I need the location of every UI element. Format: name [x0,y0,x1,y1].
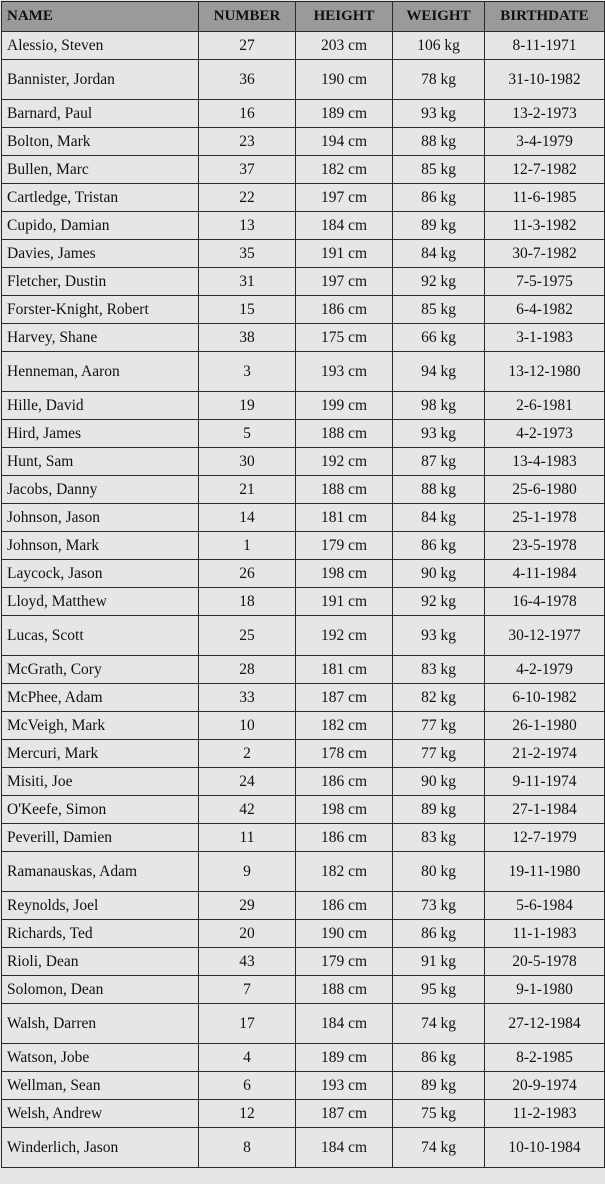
cell-weight: 74 kg [393,1128,485,1168]
cell-number: 22 [199,184,296,212]
cell-birthdate: 12-7-1979 [485,824,605,852]
cell-birthdate: 8-2-1985 [485,1044,605,1072]
cell-birthdate: 23-5-1978 [485,532,605,560]
cell-weight: 92 kg [393,268,485,296]
table-row [2,476,605,504]
cell-birthdate: 13-2-1973 [485,100,605,128]
header-row [2,2,605,32]
table-row [2,1044,605,1072]
cell-birthdate: 19-11-1980 [485,852,605,892]
cell-name: Misiti, Joe [2,768,199,796]
cell-birthdate: 30-12-1977 [485,616,605,656]
cell-name: Johnson, Mark [2,532,199,560]
table-row [2,824,605,852]
cell-height: 189 cm [296,100,393,128]
cell-weight: 74 kg [393,1004,485,1044]
cell-birthdate: 11-1-1983 [485,920,605,948]
cell-number: 12 [199,1100,296,1128]
cell-name: Jacobs, Danny [2,476,199,504]
cell-birthdate: 10-10-1984 [485,1128,605,1168]
cell-name: Cupido, Damian [2,212,199,240]
cell-number: 30 [199,448,296,476]
cell-height: 187 cm [296,684,393,712]
cell-height: 203 cm [296,32,393,60]
cell-height: 188 cm [296,420,393,448]
table-row [2,684,605,712]
cell-height: 192 cm [296,448,393,476]
table-row [2,392,605,420]
cell-weight: 89 kg [393,796,485,824]
cell-weight: 92 kg [393,588,485,616]
cell-weight: 83 kg [393,656,485,684]
cell-birthdate: 3-1-1983 [485,324,605,352]
cell-birthdate: 9-11-1974 [485,768,605,796]
cell-height: 186 cm [296,892,393,920]
cell-birthdate: 7-5-1975 [485,268,605,296]
cell-weight: 95 kg [393,976,485,1004]
cell-number: 24 [199,768,296,796]
cell-number: 38 [199,324,296,352]
cell-name: Laycock, Jason [2,560,199,588]
table-row [2,156,605,184]
cell-birthdate: 13-12-1980 [485,352,605,392]
table-row [2,32,605,60]
cell-name: Reynolds, Joel [2,892,199,920]
cell-birthdate: 11-3-1982 [485,212,605,240]
cell-name: McVeigh, Mark [2,712,199,740]
cell-number: 37 [199,156,296,184]
cell-height: 190 cm [296,60,393,100]
cell-height: 181 cm [296,656,393,684]
cell-number: 1 [199,532,296,560]
cell-height: 192 cm [296,616,393,656]
cell-weight: 80 kg [393,852,485,892]
table-row [2,768,605,796]
cell-weight: 89 kg [393,212,485,240]
cell-birthdate: 11-2-1983 [485,1100,605,1128]
cell-height: 188 cm [296,476,393,504]
cell-weight: 84 kg [393,504,485,532]
cell-number: 35 [199,240,296,268]
table-body [2,32,605,1168]
cell-number: 14 [199,504,296,532]
cell-birthdate: 20-5-1978 [485,948,605,976]
cell-birthdate: 8-11-1971 [485,32,605,60]
cell-number: 18 [199,588,296,616]
cell-name: Mercuri, Mark [2,740,199,768]
header-birthdate: BIRTHDATE [485,2,605,32]
table-row [2,852,605,892]
header-number: NUMBER [199,2,296,32]
cell-weight: 85 kg [393,156,485,184]
cell-name: O'Keefe, Simon [2,796,199,824]
cell-birthdate: 11-6-1985 [485,184,605,212]
cell-number: 13 [199,212,296,240]
cell-weight: 86 kg [393,184,485,212]
cell-weight: 75 kg [393,1100,485,1128]
cell-birthdate: 31-10-1982 [485,60,605,100]
cell-height: 193 cm [296,1072,393,1100]
cell-weight: 88 kg [393,476,485,504]
cell-birthdate: 26-1-1980 [485,712,605,740]
cell-birthdate: 2-6-1981 [485,392,605,420]
cell-name: Forster-Knight, Robert [2,296,199,324]
table-row [2,240,605,268]
cell-number: 31 [199,268,296,296]
cell-name: Watson, Jobe [2,1044,199,1072]
cell-birthdate: 25-6-1980 [485,476,605,504]
cell-name: Lloyd, Matthew [2,588,199,616]
cell-number: 7 [199,976,296,1004]
cell-height: 190 cm [296,920,393,948]
table-row [2,268,605,296]
cell-weight: 77 kg [393,740,485,768]
cell-number: 3 [199,352,296,392]
table-row [2,948,605,976]
cell-weight: 98 kg [393,392,485,420]
table-row [2,324,605,352]
table-row [2,532,605,560]
cell-height: 189 cm [296,1044,393,1072]
cell-birthdate: 21-2-1974 [485,740,605,768]
table-row [2,616,605,656]
cell-weight: 88 kg [393,128,485,156]
cell-weight: 89 kg [393,1072,485,1100]
cell-name: Davies, James [2,240,199,268]
table-row [2,920,605,948]
cell-height: 197 cm [296,268,393,296]
cell-name: Peverill, Damien [2,824,199,852]
table-row [2,100,605,128]
table-row [2,1072,605,1100]
cell-height: 186 cm [296,296,393,324]
cell-birthdate: 30-7-1982 [485,240,605,268]
cell-number: 20 [199,920,296,948]
cell-weight: 90 kg [393,560,485,588]
cell-name: Barnard, Paul [2,100,199,128]
cell-number: 21 [199,476,296,504]
cell-height: 197 cm [296,184,393,212]
cell-name: McGrath, Cory [2,656,199,684]
header-name: NAME [2,2,199,32]
cell-number: 19 [199,392,296,420]
cell-birthdate: 12-7-1982 [485,156,605,184]
cell-weight: 94 kg [393,352,485,392]
cell-height: 178 cm [296,740,393,768]
cell-number: 26 [199,560,296,588]
cell-name: Henneman, Aaron [2,352,199,392]
cell-name: Walsh, Darren [2,1004,199,1044]
cell-number: 23 [199,128,296,156]
cell-number: 29 [199,892,296,920]
table-row [2,1004,605,1044]
table-row [2,712,605,740]
cell-height: 184 cm [296,1004,393,1044]
cell-number: 6 [199,1072,296,1100]
cell-name: Harvey, Shane [2,324,199,352]
cell-name: Hunt, Sam [2,448,199,476]
cell-height: 193 cm [296,352,393,392]
cell-weight: 83 kg [393,824,485,852]
cell-height: 199 cm [296,392,393,420]
cell-height: 186 cm [296,768,393,796]
cell-name: Bullen, Marc [2,156,199,184]
cell-number: 42 [199,796,296,824]
cell-number: 28 [199,656,296,684]
cell-birthdate: 4-2-1973 [485,420,605,448]
cell-height: 184 cm [296,212,393,240]
cell-weight: 93 kg [393,616,485,656]
cell-name: Ramanauskas, Adam [2,852,199,892]
cell-name: Lucas, Scott [2,616,199,656]
table-row [2,504,605,532]
cell-birthdate: 6-10-1982 [485,684,605,712]
cell-birthdate: 5-6-1984 [485,892,605,920]
table-row [2,128,605,156]
cell-weight: 78 kg [393,60,485,100]
table-row [2,60,605,100]
cell-number: 10 [199,712,296,740]
cell-birthdate: 3-4-1979 [485,128,605,156]
cell-height: 175 cm [296,324,393,352]
cell-weight: 93 kg [393,100,485,128]
cell-name: McPhee, Adam [2,684,199,712]
cell-weight: 87 kg [393,448,485,476]
cell-weight: 84 kg [393,240,485,268]
cell-height: 181 cm [296,504,393,532]
cell-weight: 86 kg [393,1044,485,1072]
cell-birthdate: 4-11-1984 [485,560,605,588]
cell-birthdate: 4-2-1979 [485,656,605,684]
cell-height: 191 cm [296,240,393,268]
table-row [2,976,605,1004]
header-weight: WEIGHT [393,2,485,32]
cell-birthdate: 16-4-1978 [485,588,605,616]
cell-number: 15 [199,296,296,324]
cell-number: 5 [199,420,296,448]
table-row [2,184,605,212]
cell-number: 8 [199,1128,296,1168]
cell-name: Hille, David [2,392,199,420]
cell-number: 4 [199,1044,296,1072]
cell-name: Rioli, Dean [2,948,199,976]
cell-name: Cartledge, Tristan [2,184,199,212]
cell-name: Bannister, Jordan [2,60,199,100]
cell-height: 182 cm [296,712,393,740]
table-header [2,2,605,32]
cell-weight: 91 kg [393,948,485,976]
cell-weight: 106 kg [393,32,485,60]
cell-number: 17 [199,1004,296,1044]
cell-height: 188 cm [296,976,393,1004]
cell-name: Winderlich, Jason [2,1128,199,1168]
cell-weight: 86 kg [393,532,485,560]
header-height: HEIGHT [296,2,393,32]
cell-name: Richards, Ted [2,920,199,948]
cell-weight: 90 kg [393,768,485,796]
cell-name: Fletcher, Dustin [2,268,199,296]
cell-height: 182 cm [296,852,393,892]
player-table [1,1,605,1168]
cell-height: 186 cm [296,824,393,852]
cell-name: Welsh, Andrew [2,1100,199,1128]
table-row [2,352,605,392]
cell-number: 36 [199,60,296,100]
cell-birthdate: 20-9-1974 [485,1072,605,1100]
cell-number: 16 [199,100,296,128]
table-row [2,560,605,588]
table-row [2,1100,605,1128]
cell-weight: 85 kg [393,296,485,324]
cell-height: 179 cm [296,948,393,976]
cell-name: Alessio, Steven [2,32,199,60]
cell-height: 187 cm [296,1100,393,1128]
cell-name: Wellman, Sean [2,1072,199,1100]
cell-birthdate: 25-1-1978 [485,504,605,532]
table-row [2,1128,605,1168]
table-row [2,420,605,448]
cell-height: 182 cm [296,156,393,184]
cell-number: 11 [199,824,296,852]
cell-height: 198 cm [296,560,393,588]
table-row [2,656,605,684]
table-row [2,740,605,768]
cell-weight: 82 kg [393,684,485,712]
cell-name: Solomon, Dean [2,976,199,1004]
cell-height: 198 cm [296,796,393,824]
cell-name: Bolton, Mark [2,128,199,156]
cell-weight: 73 kg [393,892,485,920]
table-row [2,448,605,476]
table-row [2,796,605,824]
table-row [2,892,605,920]
cell-number: 9 [199,852,296,892]
table-row [2,588,605,616]
cell-height: 194 cm [296,128,393,156]
cell-number: 43 [199,948,296,976]
cell-number: 27 [199,32,296,60]
cell-number: 33 [199,684,296,712]
table-row [2,296,605,324]
cell-height: 191 cm [296,588,393,616]
cell-number: 25 [199,616,296,656]
cell-height: 184 cm [296,1128,393,1168]
cell-weight: 93 kg [393,420,485,448]
cell-name: Johnson, Jason [2,504,199,532]
cell-birthdate: 27-12-1984 [485,1004,605,1044]
cell-weight: 77 kg [393,712,485,740]
cell-name: Hird, James [2,420,199,448]
table-row [2,212,605,240]
cell-weight: 86 kg [393,920,485,948]
cell-birthdate: 13-4-1983 [485,448,605,476]
cell-weight: 66 kg [393,324,485,352]
cell-birthdate: 6-4-1982 [485,296,605,324]
cell-birthdate: 27-1-1984 [485,796,605,824]
cell-height: 179 cm [296,532,393,560]
cell-number: 2 [199,740,296,768]
cell-birthdate: 9-1-1980 [485,976,605,1004]
